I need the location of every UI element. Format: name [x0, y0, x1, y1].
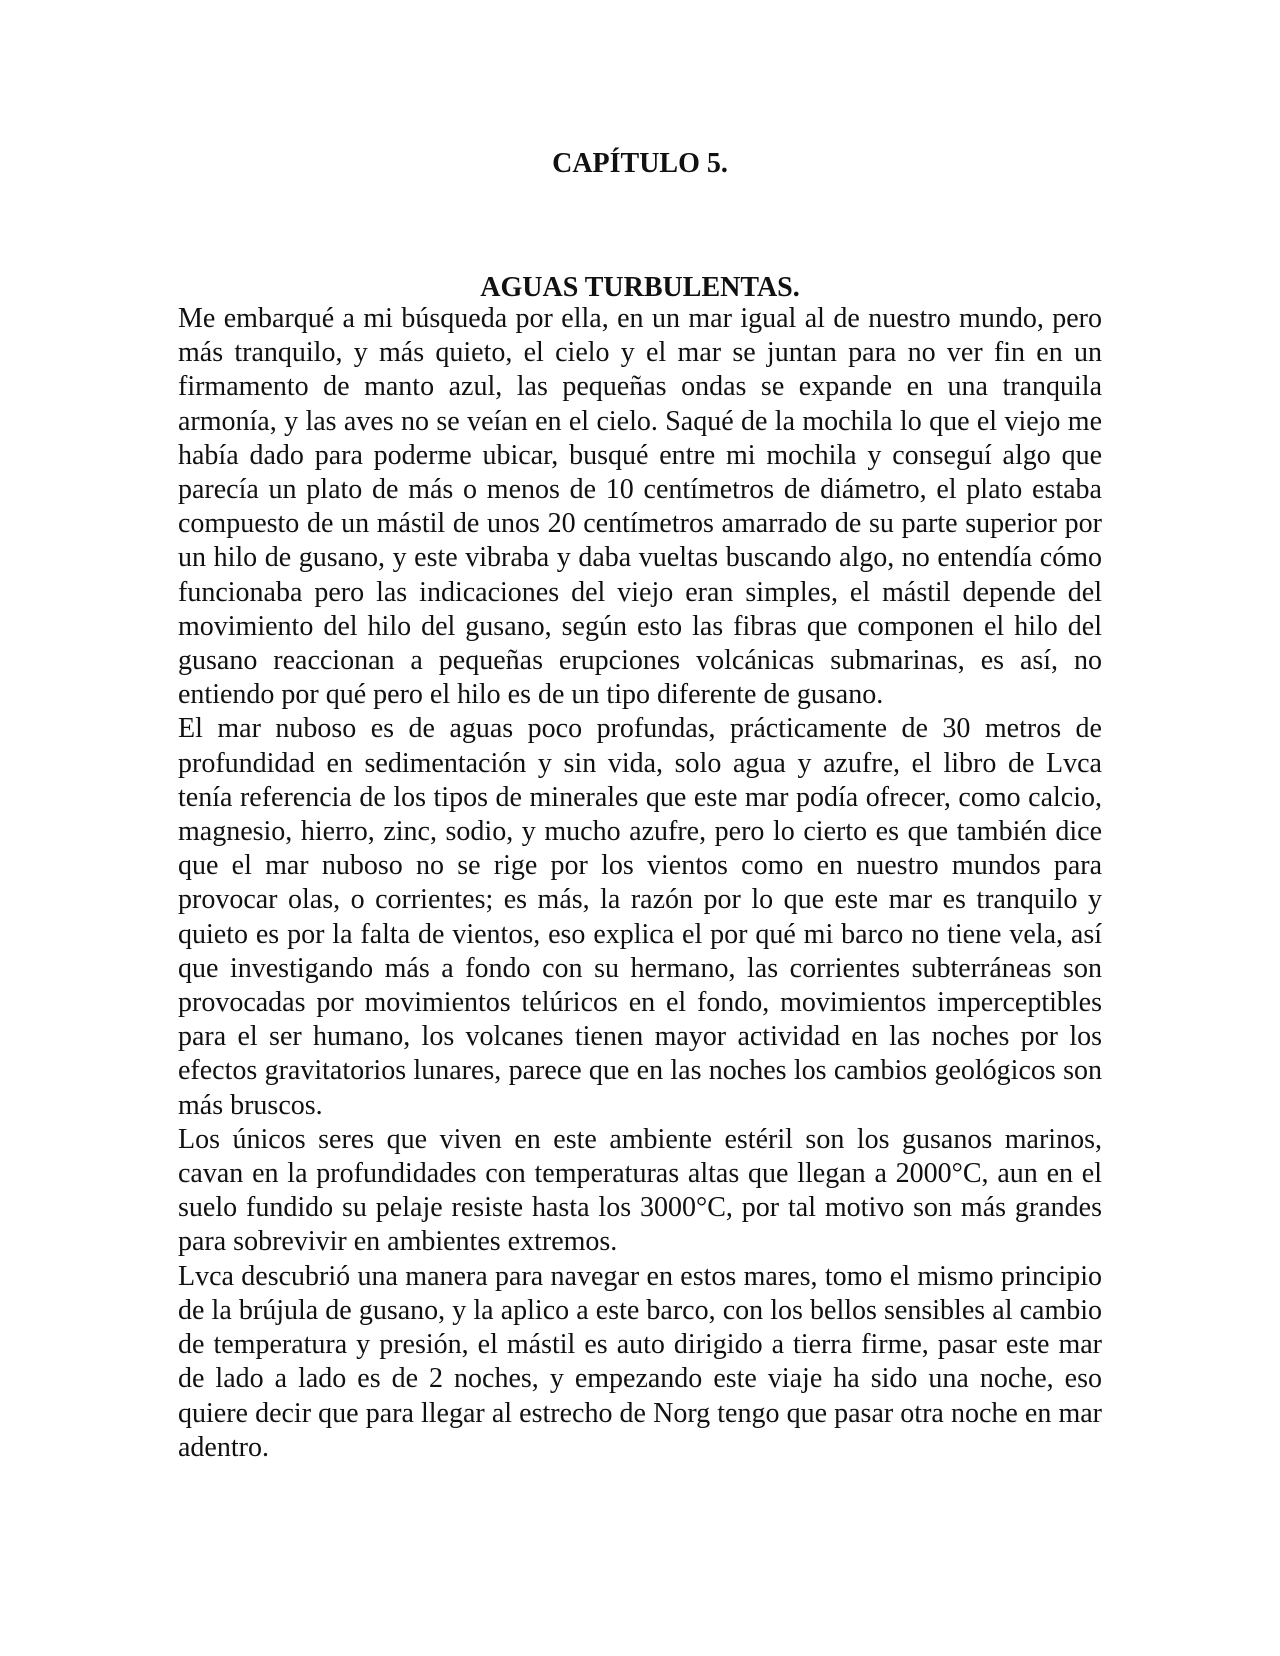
chapter-heading: CAPÍTULO 5. — [552, 148, 728, 179]
paragraph: Me embarqué a mi búsqueda por ella, en un mar igual al de nuestro mundo, pero más tranquilo, y más quieto, el cielo y el mar se juntan para no ver fin en un firmamento de manto azul, las pequeñas ondas se expande en una tranquila armonía, y las aves no se veían en el cielo. Saqué de la mochila lo que el viejo me había dado para poderme ubicar, busqué entre mi mochila y conseguí algo que parecía un plato de más o menos de 10 centímetros de diámetro, el plato estaba compuesto de un mástil de unos 20 centímetros amarrado de su parte superior por un hilo de gusano, y este vibraba y daba vueltas buscando algo, no entendía cómo funcionaba pero las indicaciones del viejo eran simples, el mástil depende del movimiento del hilo del gusano, según esto las fibras que componen el hilo del gusano reaccionan a pequeñas erupciones volcánicas submarinas, es así, no entiendo por qué pero el hilo es de un tipo diferente de gusano. — [178, 303, 1102, 711]
section-heading: AGUAS TURBULENTAS. — [480, 272, 800, 303]
paragraph: Lvca descubrió una manera para navegar en estos mares, tomo el mismo principio de la brújula de gusano, y la aplico a este barco, con los bellos sensibles al cambio de temperatura y presión, el mástil es auto dirigido a tierra firme, pasar este mar de lado a lado es de 2 noches, y empezando este viaje ha sido una noche, eso quiere decir que para llegar al estrecho de Norg tengo que pasar otra noche en mar adentro. — [178, 1260, 1102, 1463]
paragraph: Los únicos seres que viven en este ambiente estéril son los gusanos marinos, cavan en la profundidades con temperaturas altas que llegan a 2000°C, aun en el suelo fundido su pelaje resiste hasta los 3000°C, por tal motivo son más grandes para sobrevivir en ambientes extremos. — [178, 1123, 1102, 1258]
body-text — [178, 302, 1102, 1465]
paragraph: El mar nuboso es de aguas poco profundas, prácticamente de 30 metros de profundidad en sedimentación y sin vida, solo agua y azufre, el libro de Lvca tenía referencia de los tipos de minerales que este mar podía ofrecer, como calcio, magnesio, hierro, zinc, sodio, y mucho azufre, pero lo cierto es que también dice que el mar nuboso no se rige por los vientos como en nuestro mundos para provocar olas, o corrientes; es más, la razón por lo que este mar es tranquilo y quieto es por la falta de vientos, eso explica el por qué mi barco no tiene vela, así que investigando más a fondo con su hermano, las corrientes subterráneas son provocadas por movimientos telúricos en el fondo, movimientos imperceptibles para el ser humano, los volcanes tienen mayor actividad en las noches por los efectos gravitatorios lunares, parece que en las noches los cambios geológicos son más bruscos. — [178, 713, 1102, 1121]
